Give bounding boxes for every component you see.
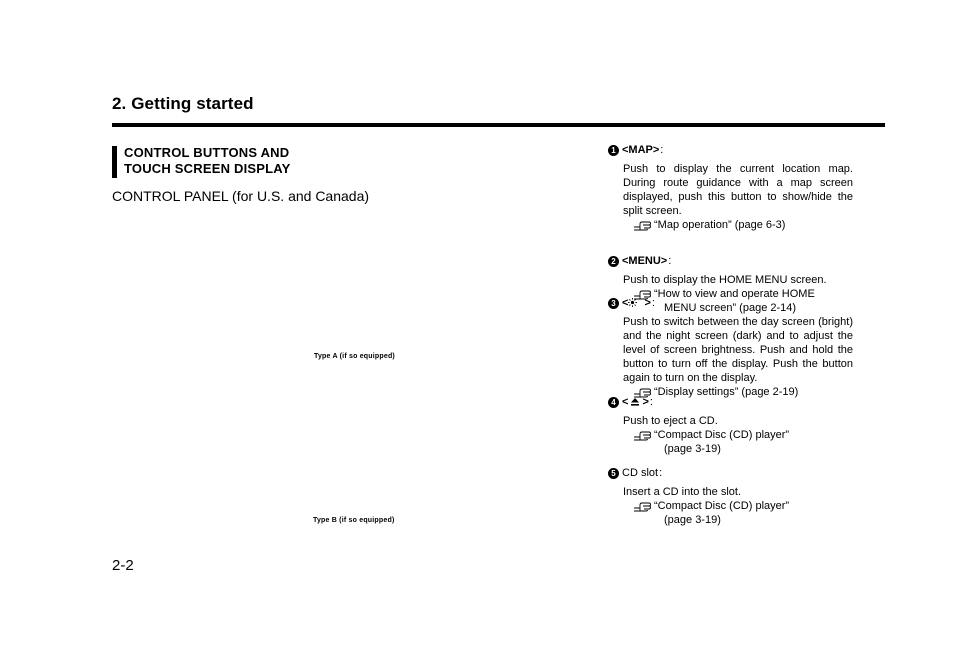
- reference-text-line2: MENU screen” (page 2-14): [664, 302, 797, 314]
- figure-caption-type-b: Type B (if so equipped): [313, 517, 395, 524]
- subheading: CONTROL PANEL (for U.S. and Canada): [112, 188, 370, 204]
- reference-text: “Display settings” (page 2-19): [654, 386, 799, 398]
- number-badge: 1: [608, 145, 619, 156]
- item-label: < >: [622, 396, 649, 408]
- page-reference: [632, 499, 853, 527]
- reference-text-line2: (page 3-19): [664, 514, 721, 526]
- item-colon: :: [659, 467, 663, 479]
- item-label: CD slot: [622, 467, 659, 479]
- item-label: < >: [622, 297, 651, 309]
- number-badge: 5: [608, 468, 619, 479]
- item-colon: :: [651, 297, 655, 309]
- item-description: Push to display the current location map. During route guidance with a map screen displayed, push this button to show/hide the split screen.: [623, 163, 853, 217]
- number-badge: 4: [608, 397, 619, 408]
- list-item-day-night: [608, 296, 853, 399]
- item-colon: :: [668, 255, 672, 267]
- list-item-map: [608, 143, 853, 232]
- section-heading: [124, 145, 291, 177]
- section-heading-line2: TOUCH SCREEN DISPLAY: [124, 161, 291, 176]
- figure-caption-type-a: Type A (if so equipped): [314, 353, 395, 360]
- chapter-title: 2. Getting started: [112, 94, 254, 113]
- reference-text: “Map operation” (page 6-3): [654, 219, 786, 231]
- reference-pointer-icon: [632, 499, 654, 513]
- reference-pointer-icon: [632, 428, 654, 442]
- reference-pointer-icon: [632, 218, 654, 232]
- number-badge: 2: [608, 256, 619, 267]
- item-description: Push to display the HOME MENU screen.: [623, 274, 827, 286]
- item-label: <MAP>: [622, 144, 660, 156]
- item-description: Insert a CD into the slot.: [623, 486, 741, 498]
- reference-text-line1: “Compact Disc (CD) player”: [654, 500, 790, 512]
- chapter-rule: [112, 123, 885, 127]
- page-reference: [632, 218, 853, 232]
- list-item-cd-slot: [608, 466, 853, 527]
- page-number: 2-2: [112, 557, 134, 574]
- item-colon: :: [649, 396, 653, 408]
- section-heading-line1: CONTROL BUTTONS AND: [124, 145, 290, 160]
- item-colon: :: [660, 144, 664, 156]
- reference-text-line1: “How to view and operate HOME: [654, 288, 815, 300]
- page-reference: [632, 428, 853, 456]
- reference-text-line1: “Compact Disc (CD) player”: [654, 429, 790, 441]
- reference-text-line2: (page 3-19): [664, 443, 721, 455]
- day-night-icon: [628, 297, 644, 308]
- eject-icon: [628, 396, 642, 407]
- item-description: Push to switch between the day screen (bright) and the night screen (dark) and to adjust the level of screen brightness. Push and hold the button to turn off the display. Push the button again to turn on the display.: [623, 316, 853, 384]
- section-marker-bar: [112, 146, 117, 178]
- number-badge: 3: [608, 298, 619, 309]
- item-label: <MENU>: [622, 255, 668, 267]
- list-item-eject: [608, 395, 853, 456]
- item-description: Push to eject a CD.: [623, 415, 718, 427]
